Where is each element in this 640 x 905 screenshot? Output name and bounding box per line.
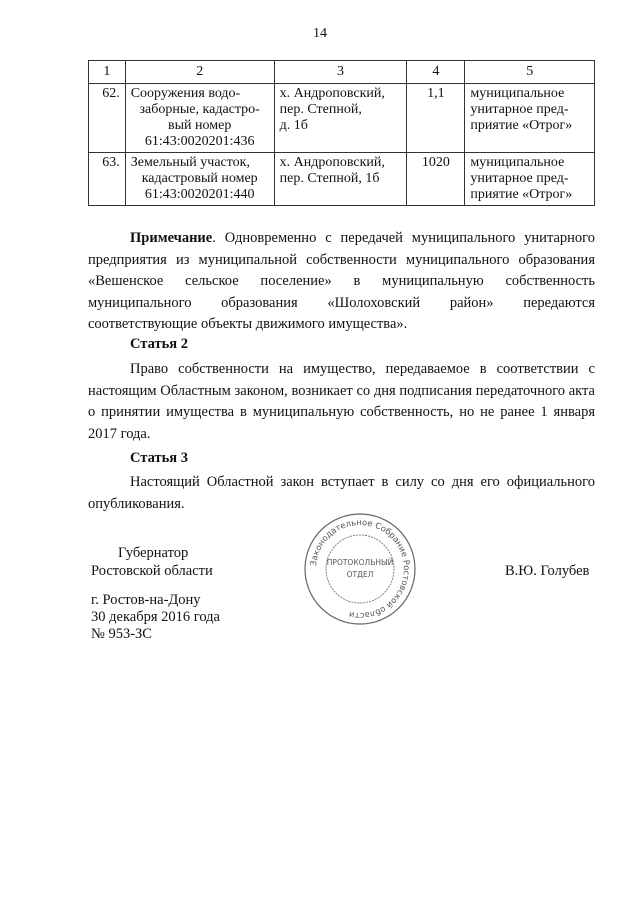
header-col-1: 1	[89, 61, 126, 84]
table-row	[89, 84, 595, 153]
address-line: пер. Степной, 1б	[279, 171, 380, 186]
owner-cell	[465, 153, 595, 206]
signing-city: г. Ростов-на-Дону	[91, 592, 201, 608]
address-line: х. Андроповский,	[279, 155, 385, 170]
object-name-line: Земельный участок,	[130, 155, 250, 170]
owner-line: унитарное пред-	[470, 171, 569, 186]
note-paragraph	[88, 228, 595, 336]
header-col-5: 5	[465, 61, 595, 84]
article-3-text: Настоящий Областной закон вступает в силу со дня его официального опубликования.	[88, 474, 595, 512]
table-row	[89, 153, 595, 206]
area-cell: 1020	[407, 153, 465, 206]
row-number: 62.	[89, 84, 126, 153]
owner-line: муниципальное	[470, 155, 565, 170]
header-col-3: 3	[274, 61, 407, 84]
governor-title: Губернатор	[118, 545, 189, 561]
signing-date: 30 декабря 2016 года	[91, 609, 220, 625]
address-cell	[274, 153, 407, 206]
stamp-center-line-2: ОТДЕЛ	[346, 570, 374, 579]
object-name-line: кадастровый номер	[141, 171, 258, 186]
owner-cell	[465, 84, 595, 153]
object-name-line: вый номер	[168, 118, 232, 133]
area-cell: 1,1	[407, 84, 465, 153]
owner-line: унитарное пред-	[470, 102, 569, 117]
table-header-row	[89, 61, 595, 84]
note-text: . Одновременно с передачей муниципального унитарного предприятия из муниципальной собственности муниципального образования «Вешенское сельское поселение» в муниципальную собственность муниципального образования «Шолоховский район» передаются соответствующие объекты движимого имущества».	[88, 230, 595, 332]
owner-line: муниципальное	[470, 86, 565, 101]
owner-line: приятие «Отрог»	[470, 187, 573, 202]
article-2-title: Статья 2	[130, 336, 188, 352]
object-name-line: 61:43:0020201:440	[144, 187, 255, 202]
property-table	[88, 60, 595, 206]
object-name-cell	[125, 153, 274, 206]
page-number: 14	[313, 26, 327, 41]
address-cell	[274, 84, 407, 153]
object-name-line: заборные, кадастро-	[139, 102, 260, 117]
owner-line: приятие «Отрог»	[470, 118, 573, 133]
article-3-title: Статья 3	[130, 450, 188, 466]
row-number: 63.	[89, 153, 126, 206]
address-line: д. 1б	[279, 118, 308, 133]
object-name-line: 61:43:0020201:436	[144, 134, 255, 149]
office-stamp	[302, 511, 418, 627]
law-number: № 953-ЗС	[91, 626, 152, 642]
address-line: пер. Степной,	[279, 102, 362, 117]
object-name-cell	[125, 84, 274, 153]
header-col-4: 4	[407, 61, 465, 84]
note-label: Примечание	[130, 230, 213, 246]
address-line: х. Андроповский,	[279, 86, 385, 101]
header-col-2: 2	[125, 61, 274, 84]
governor-region: Ростовской области	[91, 563, 213, 579]
signatory-name: В.Ю. Голубев	[505, 563, 590, 579]
stamp-center-line-1: ПРОТОКОЛЬНЫЙ	[326, 558, 394, 567]
stamp-ring-text: Законодательное Собрание Ростовской области	[308, 516, 413, 622]
object-name-line: Сооружения водо-	[130, 86, 241, 101]
article-2-text: Право собственности на имущество, передаваемое в соответствии с настоящим Областным законом, возникает со дня подписания передаточного акта о принятии имущества в муниципальную собственность, но не ранее 1 января 2017 года.	[88, 361, 595, 442]
